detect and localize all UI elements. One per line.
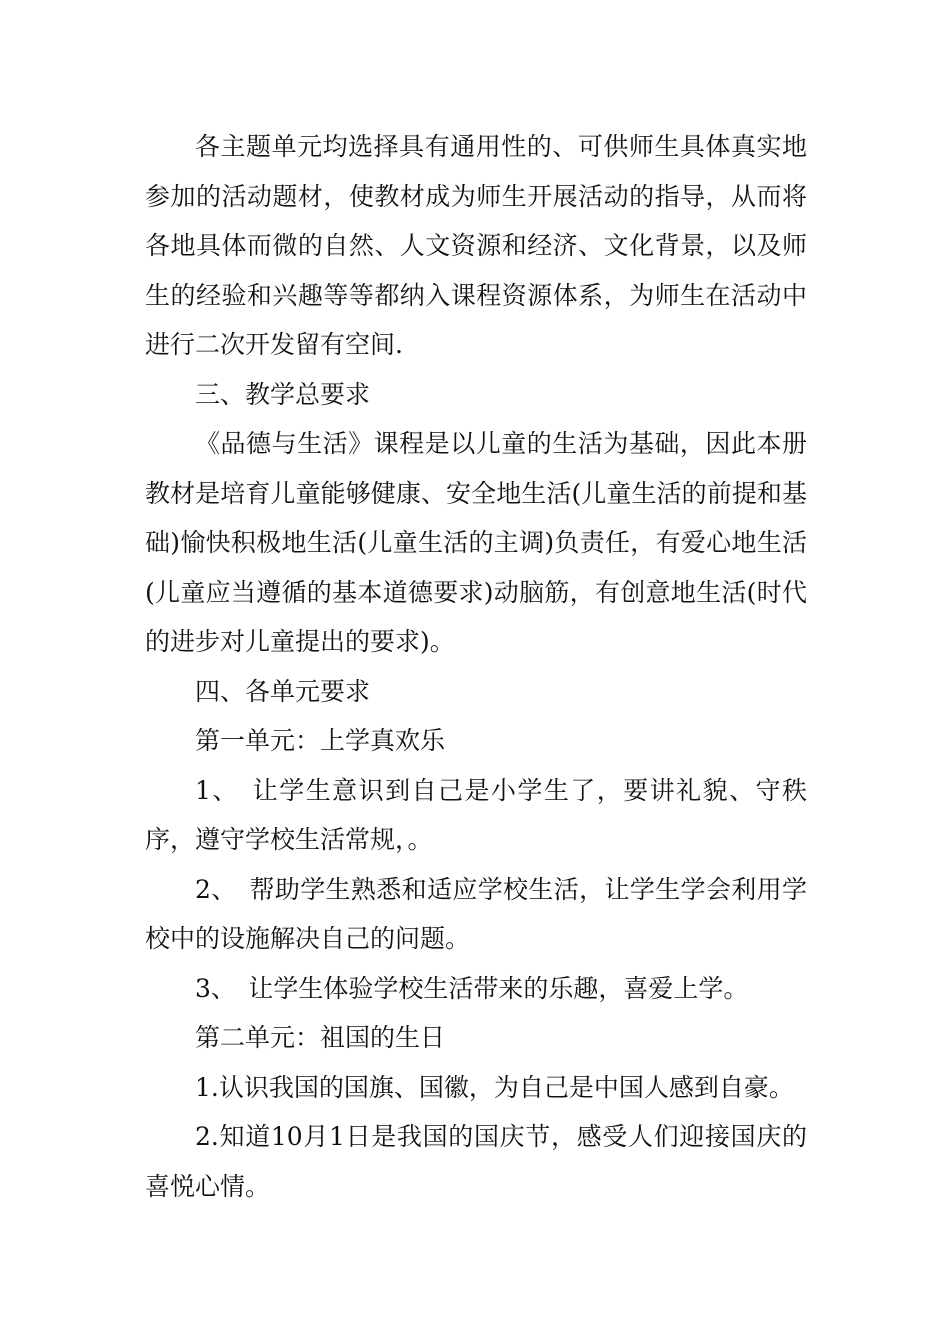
list-item-unit-one-2: 2、 帮助学生熟悉和适应学校生活，让学生学会利用学校中的设施解决自己的问题。 [145, 874, 807, 953]
list-item-unit-two-2: 2.知道10月1日是我国的国庆节，感受人们迎接国庆的喜悦心情。 [145, 1122, 807, 1201]
heading-unit-requirements: 四、各单元要求 [195, 676, 371, 706]
document-page [145, 122, 807, 1211]
list-item-unit-one-3: 3、 让学生体验学校生活带来的乐趣，喜爱上学。 [195, 973, 749, 1003]
list-item-unit-two-1: 1.认识我国的国旗、国徽，为自己是中国人感到自豪。 [195, 1072, 794, 1102]
paragraph-course-basis: 《品德与生活》课程是以儿童的生活为基础，因此本册教材是培育儿童能够健康、安全地生活(儿童生活的前提和基础)愉快积极地生活(儿童生活的主调)负责任，有爱心地生活(儿童应当遵循的基本道德要求)动脑筋，有创意地生活(时代的进步对儿童提出的要求)。 [145, 429, 807, 656]
heading-teaching-requirements: 三、教学总要求 [195, 379, 371, 409]
heading-unit-two: 第二单元：祖国的生日 [195, 1023, 446, 1052]
list-item-unit-one-1: 1、 让学生意识到自己是小学生了，要讲礼貌、守秩序，遵守学校生活常规，。 [145, 775, 807, 854]
paragraph-unit-themes: 各主题单元均选择具有通用性的、可供师生具体真实地参加的活动题材，使教材成为师生开展活动的指导，从而将各地具体而微的自然、人文资源和经济、文化背景，以及师生的经验和兴趣等等都纳入课程资源体系，为师生在活动中进行二次开发留有空间. [145, 132, 807, 359]
heading-unit-one: 第一单元：上学真欢乐 [195, 726, 446, 755]
